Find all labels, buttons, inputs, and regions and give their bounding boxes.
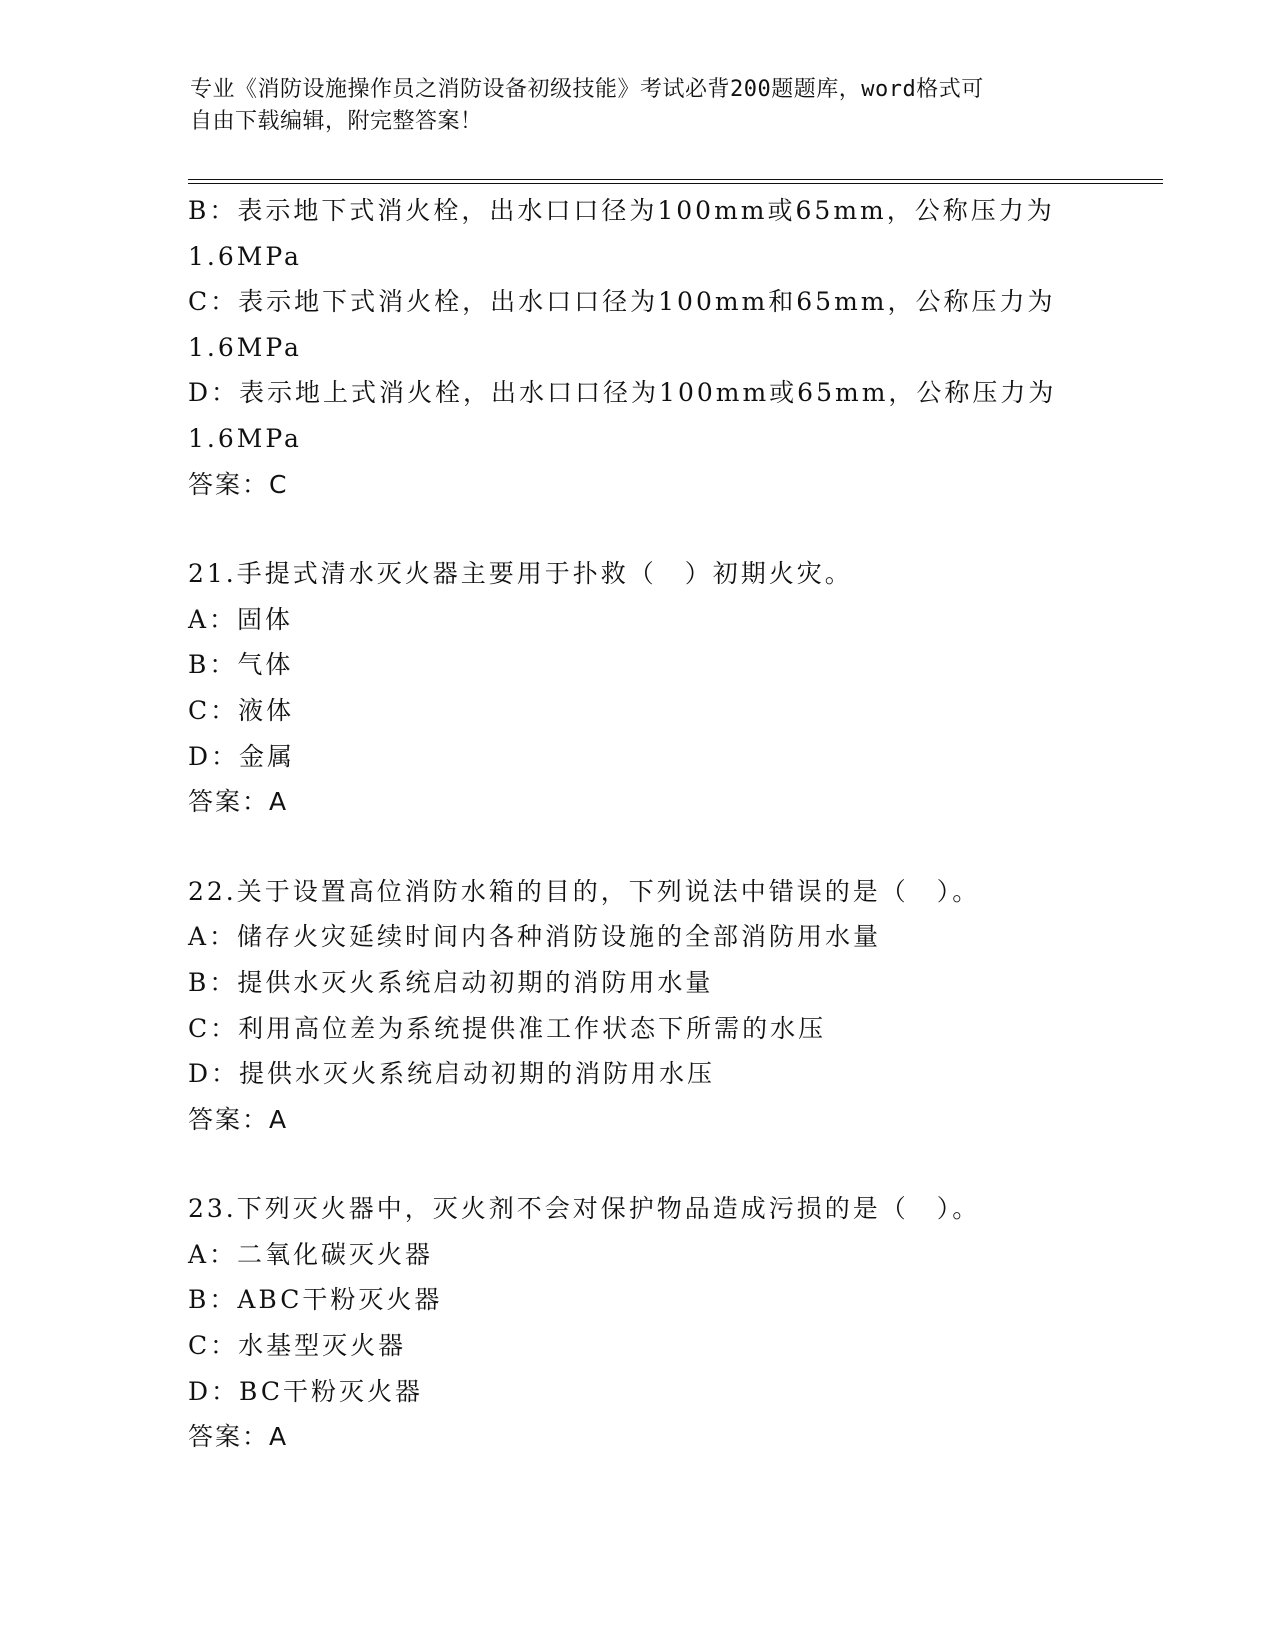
question-block-21 [188, 551, 1168, 825]
question-stem: 21.手提式清水灭火器主要用于扑救（ ）初期火灾。 [188, 559, 853, 589]
option-b: B：气体 [188, 650, 294, 680]
question-block-22 [188, 869, 1168, 1143]
question-stem: 22.关于设置高位消防水箱的目的，下列说法中错误的是（ ）。 [188, 876, 981, 906]
option-b-line-2: 1.6MPa [188, 241, 302, 271]
option-a: A：固体 [188, 604, 294, 634]
question-block-prev [188, 188, 1168, 507]
option-d-line-1: D：表示地上式消火栓，出水口口径为100mm或65mm，公称压力为 [188, 378, 1057, 408]
header-title-line-1: 专业《消防设施操作员之消防设备初级技能》考试必背200题题库，word格式可 [190, 77, 984, 102]
option-c-line-1: C：表示地下式消火栓，出水口口径为100mm和65mm，公称压力为 [188, 287, 1056, 317]
header-divider [188, 179, 1163, 184]
option-c: C：水基型灭火器 [188, 1331, 407, 1361]
option-c: C：利用高位差为系统提供准工作状态下所需的水压 [188, 1013, 827, 1043]
option-b: B：提供水灭火系统启动初期的消防用水量 [188, 967, 714, 997]
document-header [190, 74, 1080, 138]
option-d: D：金属 [188, 741, 296, 771]
option-c: C：液体 [188, 695, 295, 725]
option-a: A：二氧化碳灭火器 [188, 1239, 434, 1269]
option-a: A：储存火灾延续时间内各种消防设施的全部消防用水量 [188, 922, 882, 952]
question-block-23 [188, 1186, 1168, 1460]
option-c-line-2: 1.6MPa [188, 332, 302, 362]
option-d: D：提供水灭火系统启动初期的消防用水压 [188, 1059, 716, 1089]
header-title-line-2: 自由下载编辑，附完整答案！ [190, 109, 483, 134]
answer-line: 答案：A [188, 787, 289, 817]
answer-line: 答案：A [188, 1422, 289, 1452]
option-b: B：ABC干粉灭火器 [188, 1285, 443, 1315]
answer-line: 答案：A [188, 1104, 289, 1134]
question-stem: 23.下列灭火器中，灭火剂不会对保护物品造成污损的是（ ）。 [188, 1194, 981, 1224]
option-d: D：BC干粉灭火器 [188, 1376, 424, 1406]
answer-line: 答案：C [188, 469, 289, 499]
document-body [188, 188, 1168, 1460]
option-d-line-2: 1.6MPa [188, 423, 302, 453]
option-b-line-1: B：表示地下式消火栓，出水口口径为100mm或65mm，公称压力为 [188, 196, 1055, 225]
